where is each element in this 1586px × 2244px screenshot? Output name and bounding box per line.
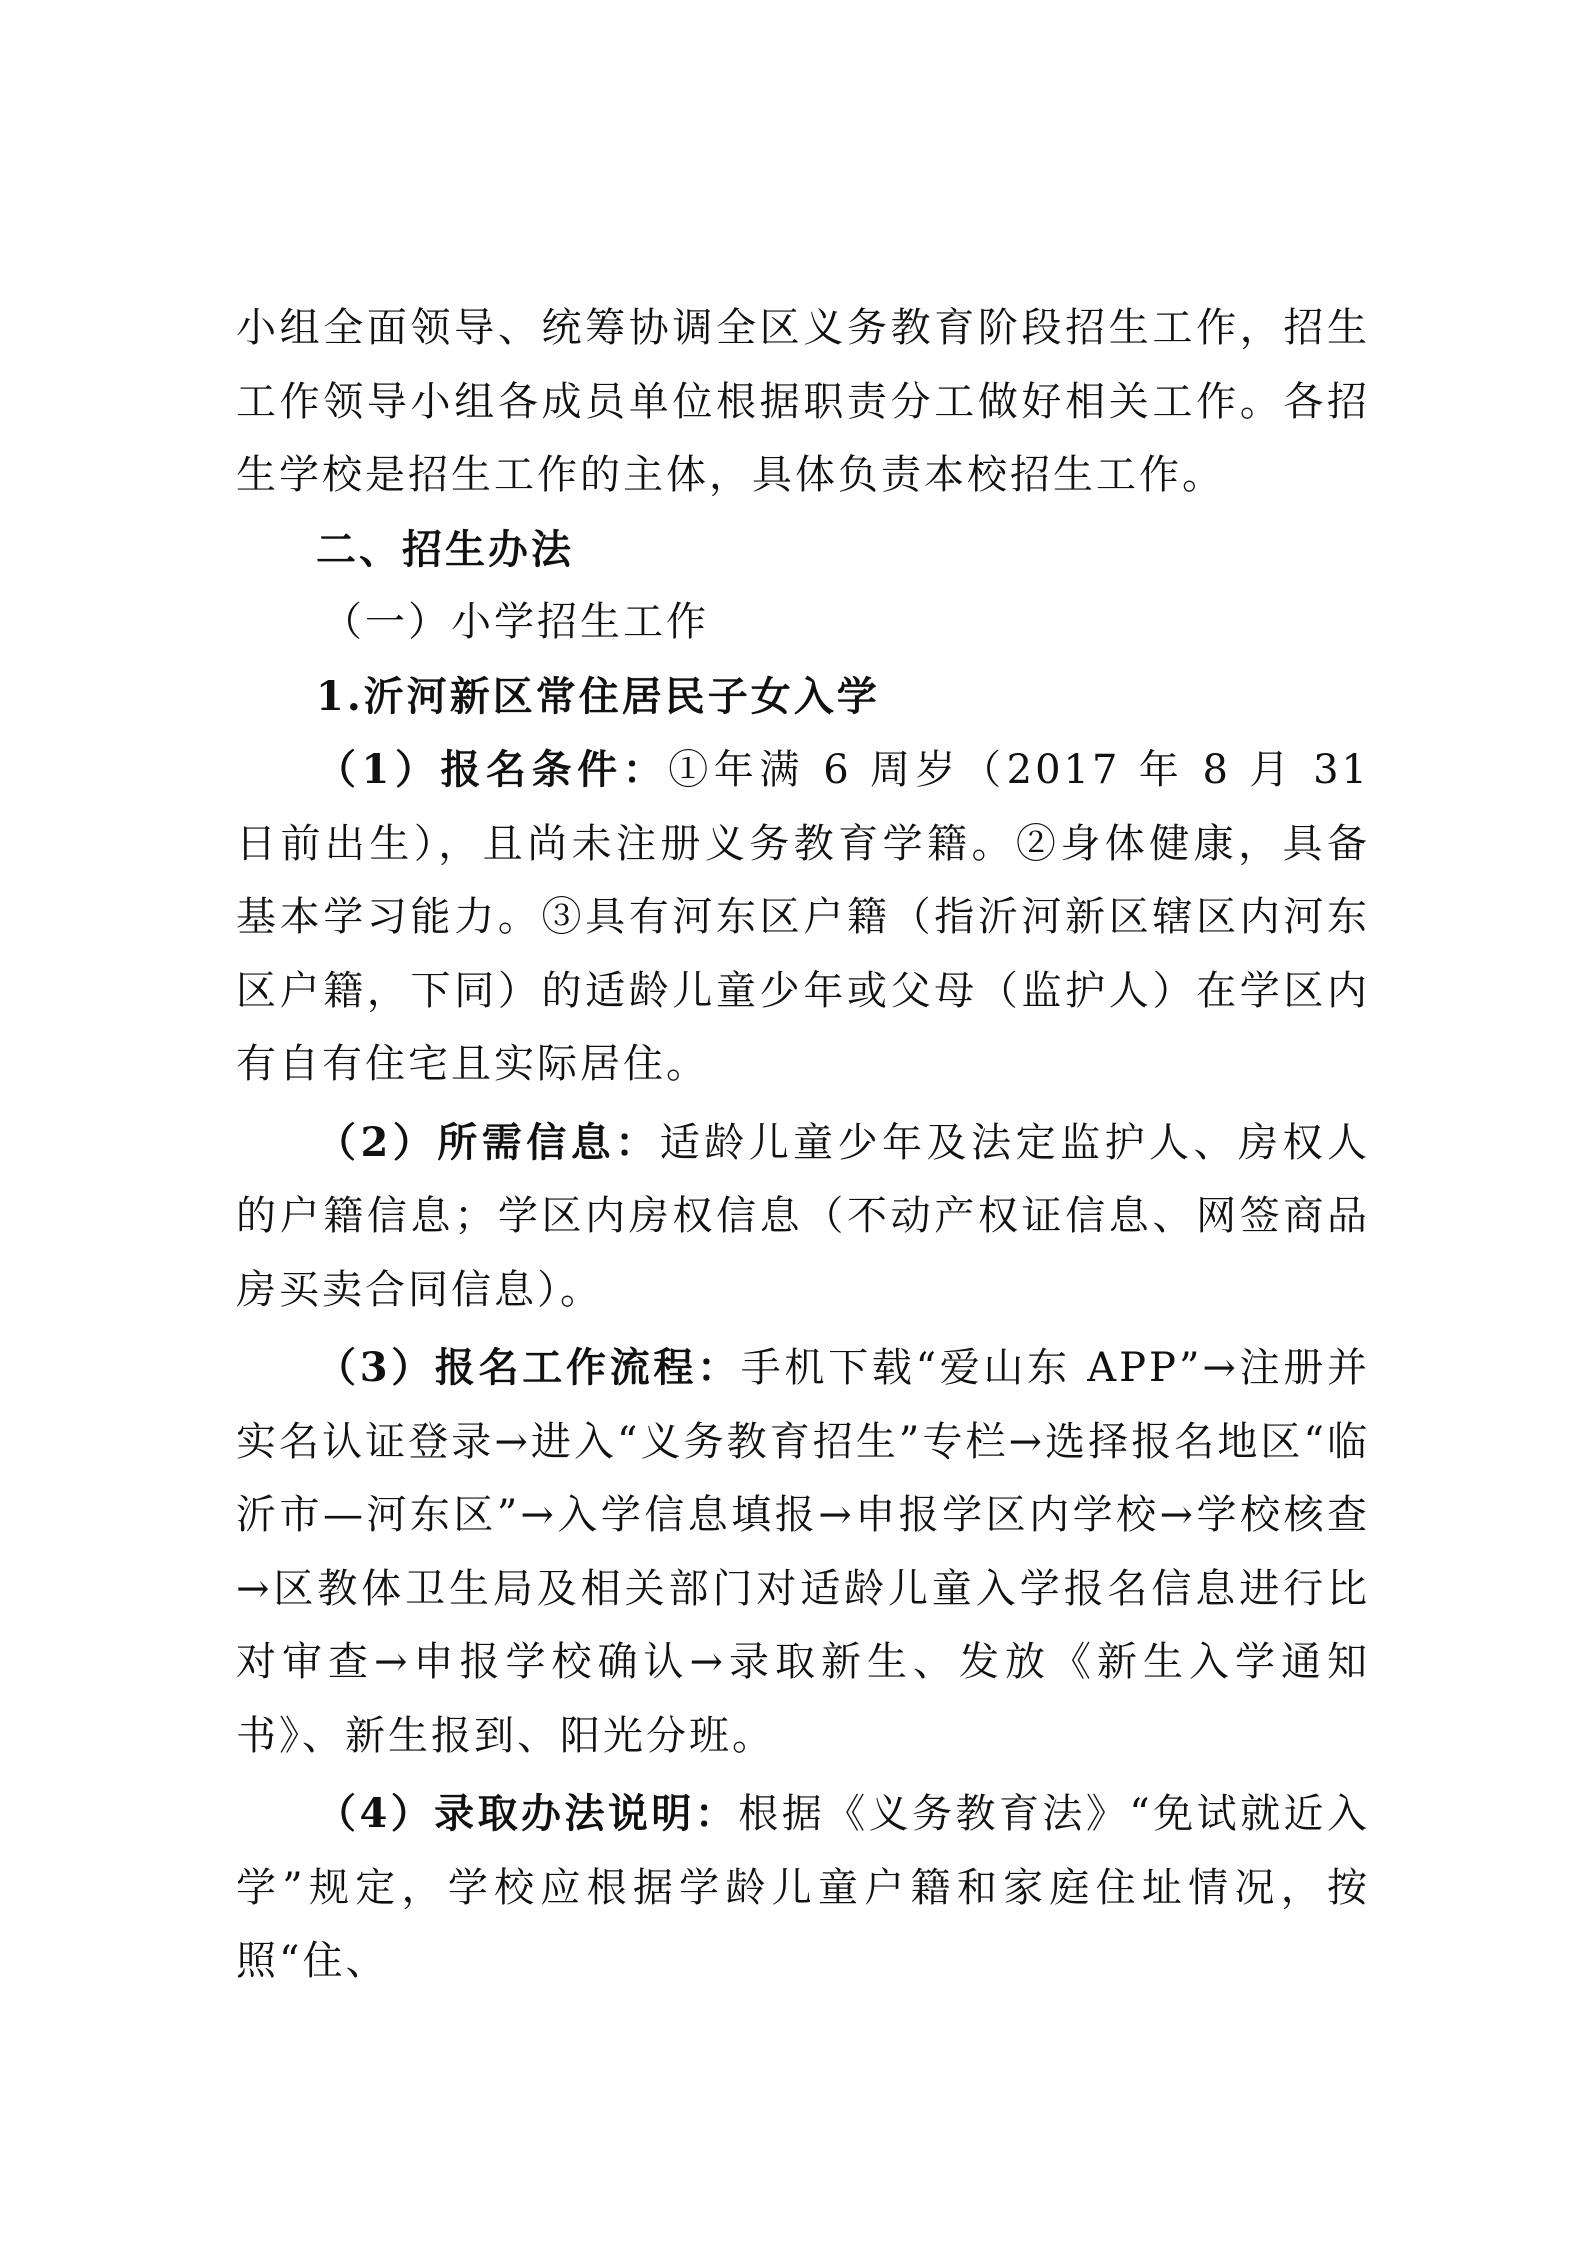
paragraph-lead: （4）录取办法说明： — [316, 1790, 739, 1837]
subsection-heading: （一）小学招生工作 — [322, 599, 709, 645]
paragraph-registration-conditions — [236, 733, 1370, 1102]
paragraph-lead: （2）所需信息： — [316, 1118, 660, 1166]
document-body — [236, 292, 1370, 1999]
item-heading: 1.沂河新区常住居民子女入学 — [316, 672, 880, 720]
paragraph-body: 适龄儿童少年及法定监护人、房权人的户籍信息；学区内房权信息（不动产权证信息、网签商品房买卖合同信息）。 — [236, 1119, 1370, 1313]
section-heading: 二、招生办法 — [316, 525, 574, 573]
paragraph-body: 根据《义务教育法》“免试就近入学”规定，学校应根据学龄儿童户籍和家庭住址情况，按照“住、 — [236, 1791, 1370, 1984]
paragraph-body: 手机下载“爱山东 APP”→注册并实名认证登录→进入“义务教育招生”专栏→选择报名地区“临沂市—河东区”→入学信息填报→申报学区内学校→学校核查→区教体卫生局及相关部门对适龄儿童入学报名信息进行比对审查→申报学校确认→录取新生、发放《新生入学通知书》、新生报到、阳光分班。 — [236, 1345, 1370, 1759]
paragraph-lead: （1）报名条件： — [316, 746, 669, 793]
paragraph-lead: （3）报名工作流程： — [316, 1344, 741, 1391]
paragraph-registration-process — [236, 1331, 1370, 1773]
paragraph-admission-method — [236, 1777, 1370, 1999]
paragraph-body: ①年满 6 周岁（2017 年 8 月 31 日前出生），且尚未注册义务教育学籍。②身体健康，具备基本学习能力。③具有河东区户籍（指沂河新区辖区内河东区户籍，下同）的适龄儿童少年或父母（监护人）在学区内有自有住宅且实际居住。 — [236, 747, 1370, 1087]
intro-paragraph: 小组全面领导、统筹协调全区义务教育阶段招生工作，招生工作领导小组各成员单位根据职责分工做好相关工作。各招生学校是招生工作的主体，具体负责本校招生工作。 — [236, 305, 1370, 498]
paragraph-required-information — [236, 1106, 1370, 1328]
